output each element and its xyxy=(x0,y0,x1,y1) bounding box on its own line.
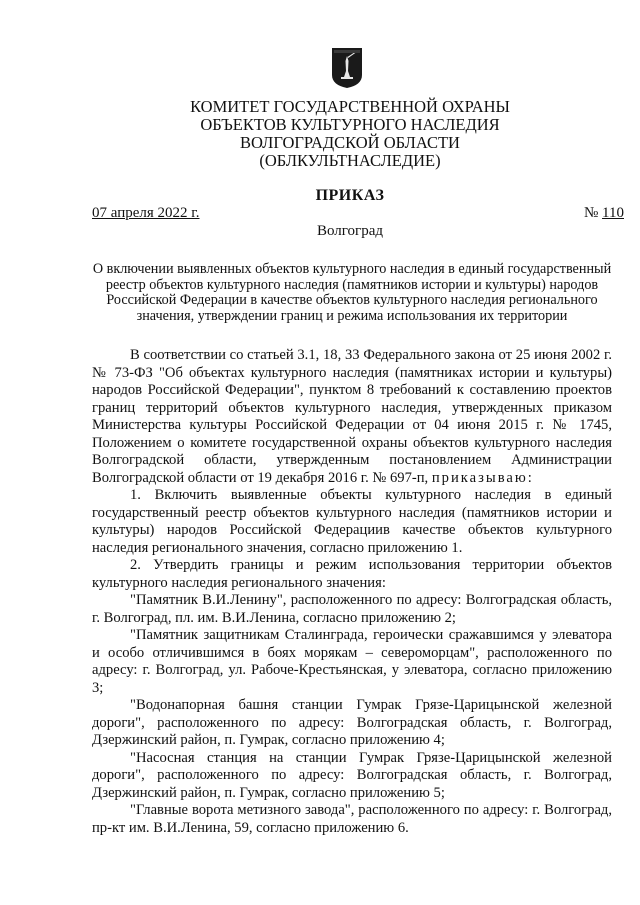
order-number: 110 xyxy=(602,205,624,221)
order-word: приказываю: xyxy=(431,469,534,486)
list-item-factory-gates: "Главные ворота метизного завода", расположенного по адресу: г. Волгоград, пр-кт им. В.И.Ленина, 59, согласно приложению 6. xyxy=(92,802,612,836)
paragraph-2: 2. Утвердить границы и режим использования территории объектов культурного наследия регионального значения: xyxy=(92,557,612,591)
order-number-block xyxy=(584,205,624,222)
org-name-line-1: КОМИТЕТ ГОСУДАРСТВЕННОЙ ОХРАНЫ xyxy=(190,97,510,116)
intro-text: В соответствии со статьей 3.1, 18, 33 Федерального закона от 25 июня 2002 г. № 73-ФЗ "Об объектах культурного наследия (памятниках истории и культуры) народов Российской Федерации", пунктом 8 требований к составлению проектов границ территорий объектов культурного наследия, утвержденных приказом Министерства культуры Российской Федерации от 04 июня 2015 г. № 1745, Положением о комитете государственной охраны объектов культурного наследия Волгоградской области, утвержденным постановлением Администрации Волгоградской области от 19 декабря 2016 г. № 697-п, xyxy=(92,347,612,486)
order-city: Волгоград xyxy=(316,223,383,239)
order-subject: О включении выявленных объектов культурного наследия в единый государственный реестр объектов культурного наследия (памятников истории и культуры) народов Российской Федерации в качестве объектов культурного наследия регионального значения, утверждении границ и режима использования их территории xyxy=(92,261,612,324)
order-body xyxy=(92,347,612,837)
order-number-prefix: № xyxy=(583,205,599,221)
document-title: ПРИКАЗ xyxy=(315,187,385,204)
paragraph-1: 1. Включить выявленные объекты культурного наследия в единый государственный реестр объектов культурного наследия (памятников истории и культуры) народов Российской Федерациив качестве объектов культурного наследия регионального значения, согласно приложению 1. xyxy=(92,487,612,556)
list-item-pump-station: "Насосная станция на станции Гумрак Грязе-Царицынской железной дороги", расположенного по адресу: Волгоградская область, г. Волгоград, Дзержинский район, п. Гумрак, согласно приложению 5; xyxy=(92,749,612,801)
list-item-elevator-monument: "Памятник защитникам Сталинграда, героически сражавшимся у элеватора и особо отличившимся в боях морякам – североморцам", расположенного по адресу: г. Волгоград, ул. Рабоче-Крестьянская, у элеватора, согласно приложению 3; xyxy=(92,627,612,696)
org-name-line-2: ОБЪЕКТОВ КУЛЬТУРНОГО НАСЛЕДИЯ xyxy=(200,115,500,134)
list-item-lenin-monument: "Памятник В.И.Ленину", расположенного по адресу: Волгоградская область, г. Волгоград, пл. им. В.И.Ленина, согласно приложению 2; xyxy=(92,592,612,626)
list-item-water-tower: "Водонапорная башня станции Гумрак Грязе-Царицынской железной дороги", расположенного по адресу: Волгоградская область, г. Волгоград, Дзержинский район, п. Гумрак, согласно приложению 4; xyxy=(92,697,612,748)
order-date: 07 апреля 2022 г. xyxy=(92,205,200,221)
volgograd-emblem-icon xyxy=(331,47,363,89)
intro-paragraph xyxy=(92,347,612,487)
org-name-line-3: ВОЛГОГРАДСКОЙ ОБЛАСТИ xyxy=(240,133,460,152)
org-name-abbreviation: (ОБЛКУЛЬТНАСЛЕДИЕ) xyxy=(259,151,441,170)
